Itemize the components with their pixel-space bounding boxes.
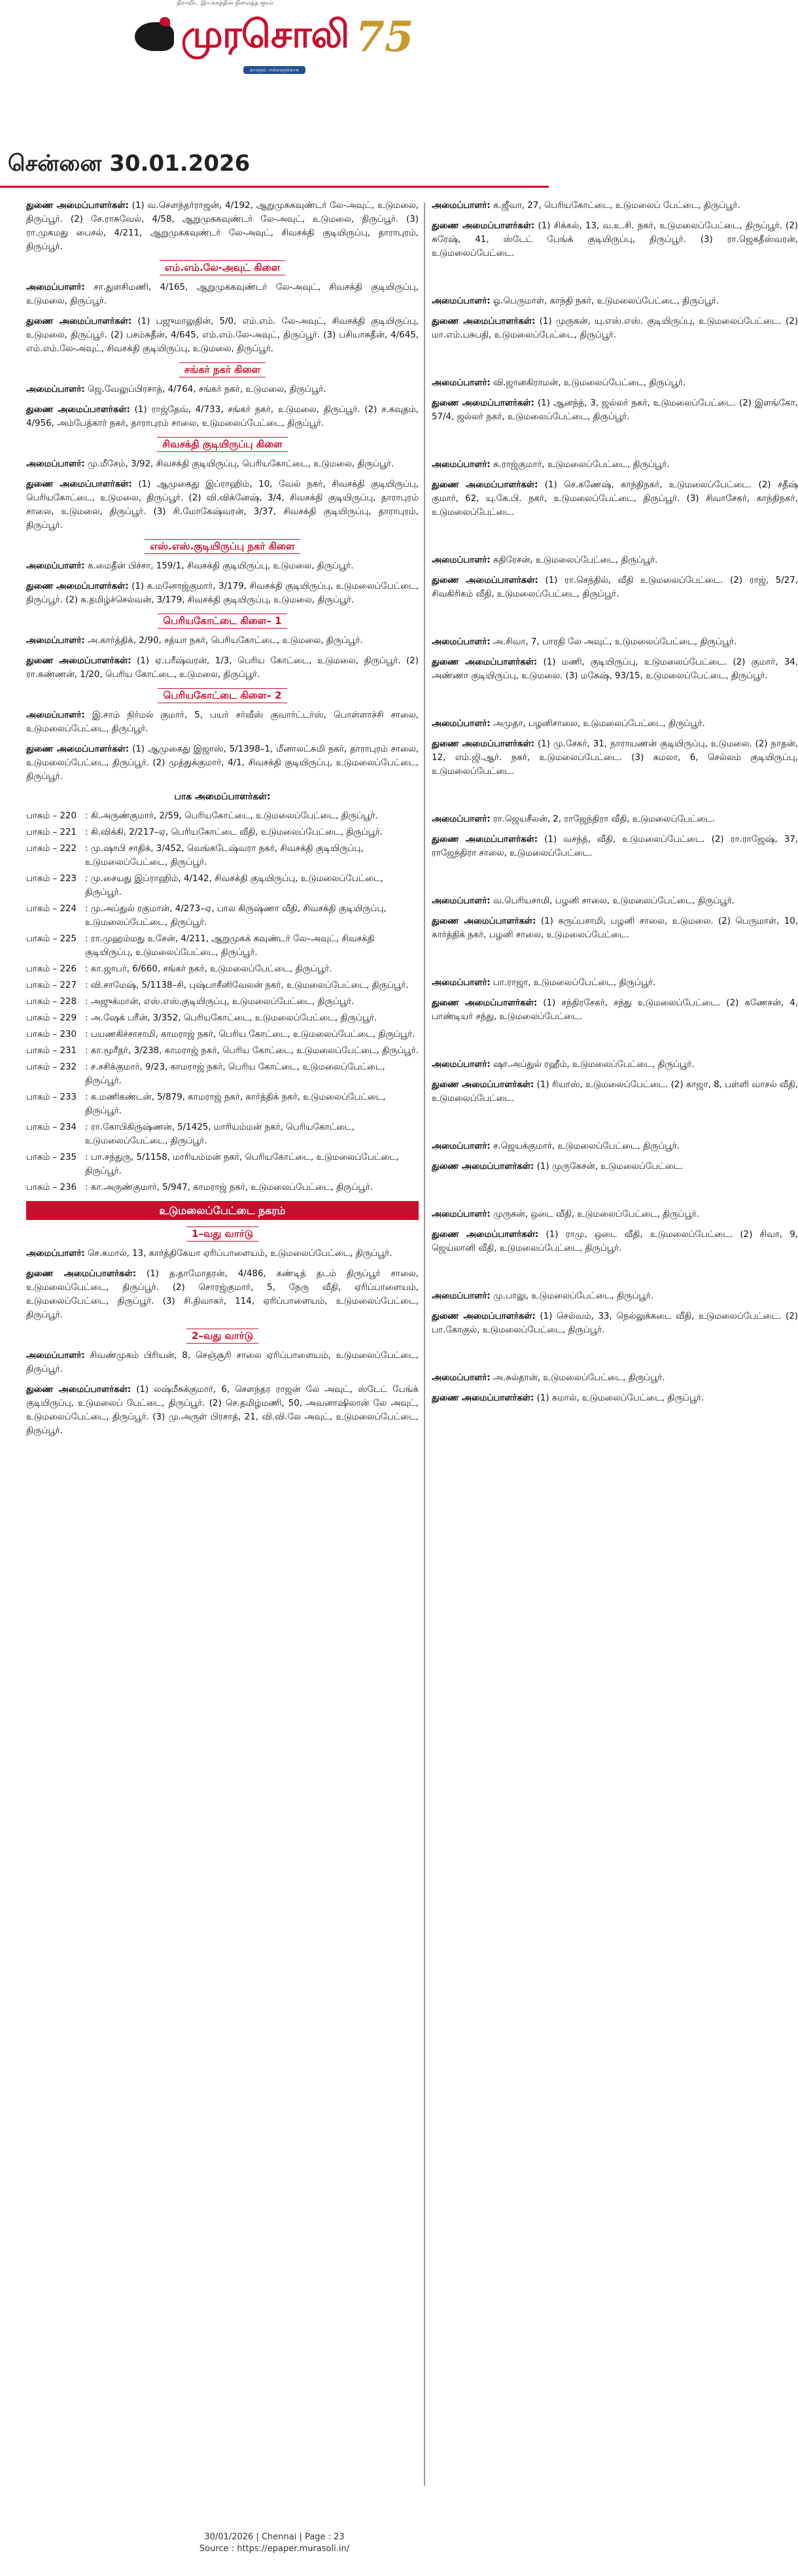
deputy-organizers-entry: துணை அமைப்பாளர்கள்: (1) கமால், உடுமலைப்பேட்டை, திருப்பூர். xyxy=(432,1393,704,1403)
organizer-entry: அமைப்பாளர்: பா.ராஜா, உடுமலைப்பேட்டை, திருப்பூர். xyxy=(432,978,656,988)
deputy-organizers-entry: துணை அமைப்பாளர்கள்: (1) க.மனோஜ்குமார், 3/179, சிவசக்தி குடியிருப்பு, உடுமலைப்பேட்டை, திருப்பூர். (2) க.தமிழ்ச்செல்வன், 3/179, சிவசக்தி குடியிருப்பு, உடுமலை, திருப்பூர். xyxy=(26,582,419,605)
deputy-organizers-entry: துணை அமைப்பாளர்கள்: (1) முருகன், யு.எஸ்.எஸ். குடியிருப்பு, உடுமலைப்பேட்டை. (2) மா.எம்.பசுபதி, உடுமலைப்பேட்டை, திருப்பூர். xyxy=(432,317,798,340)
masthead-tagline: திராவிட இயக்கத்தின் நிலைத்த குரல் xyxy=(177,0,273,7)
booth-number: பாகம் – 229 xyxy=(26,1013,77,1023)
booth-organizer: : வி.சாமேஷ், 5/1138–சி, புஷ்பாசீனிவேலன் நகர், உடுமலைப்பேட்டை, திருப்பூர். xyxy=(85,981,409,990)
ward-heading: 1–வது வார்டு xyxy=(26,1227,419,1242)
organizer-entry: அமைப்பாளர்: சா.துளசிமணி, 4/165, ஆறுமுககவுண்டர் லே-அவுட், சிவசக்தி குடியிருப்பு, உடுமலை, திருப்பூர். xyxy=(26,283,419,306)
booth-number: பாகம் – 222 xyxy=(26,844,77,854)
booth-organizer: : அ.ஷேக் பரீன், 3/352, பெரியகோட்டை, உடுமலைப்பேட்டை, திருப்பூர். xyxy=(85,1013,377,1023)
organizer-entry: அமைப்பாளர்: ஓ.பெருமாள், காந்தி நகர், உடுமலைப்பேட்டை, திருப்பூர். xyxy=(432,296,720,306)
booth-number: பாகம் – 234 xyxy=(26,1123,77,1132)
organizer-entry: அமைப்பாளர்: அ.சுல்தான், உடுமலைப்பேட்டை, திருப்பூர். xyxy=(432,1373,665,1383)
booth-organizer: : மு.சையது இப்ராஹிம், 4/142, சிவசக்தி குடியிருப்பு, உடுமலைப்பேட்டை, திருப்பூர். xyxy=(85,874,383,897)
header-rule xyxy=(0,186,549,188)
town-banner: உடுமலைப்பேட்டை நகரம் xyxy=(26,1201,419,1220)
booth-organizers-title: பாக அமைப்பாளர்கள்: xyxy=(174,792,271,802)
deputy-organizers-entry: துணை அமைப்பாளர்கள்: (1) ரா.செந்தில், வீதி உடுமலைப்பேட்டை. (2) ராஜ், 5/27, சிவகிரிகம் வீதி, உடுமலைப்பேட்டை, திருப்பூர். xyxy=(432,576,798,599)
booth-organizer: : கா.மூரீதர், 3/238, காமராஜ் நகர், பெரிய கோட்டை, உடுமலைப்பேட்டை, திருப்பூர். xyxy=(85,1046,419,1056)
booth-list xyxy=(26,809,419,1194)
booth-number: பாகம் – 228 xyxy=(26,997,77,1007)
booth-number: பாகம் – 226 xyxy=(26,964,77,974)
deputy-organizers-entry: துணை அமைப்பாளர்கள்: (1) செல்வம், 33, நெல்லுக்கடை வீதி, உடுமலைப்பேட்டை. (2) பா.கோகுல், உடுமலைப்பேட்டை, திருப்பூர். xyxy=(432,1312,798,1335)
organizer-entry: அமைப்பாளர்: கதிரேசன், உடுமலைப்பேட்டை, திருப்பூர். xyxy=(432,555,658,565)
organizer-entry: அமைப்பாளர்: க.மைதீன் பிச்சா, 159/1, சிவசக்தி குடியிருப்பு, உடுமலை, திருப்பூர். xyxy=(26,561,354,571)
deputy-organizers-entry: துணை அமைப்பாளர்கள்: (1) மு.சேகர், 31, நாராயணன் குடியிருப்பு, உடுமலை. (2) நாதன், 12, எம்.ஜி.ஆர். நகர், உடுமலைப்பேட்டை. (3) கமலா, 6, செல்லம் குடியிருப்பு, உடுமலைப்பேட்டை. xyxy=(432,739,798,776)
deputy-organizers-entry: துணை அமைப்பாளர்கள்: (1) ராஜ்தேவ், 4/733, சங்கர் நகர், உடுமலை, திருப்பூர். (2) ச.கவுதம், 4/956, அம்பேத்கார் நகர், தாராபுரம் சாலை, உடுமலைப்பேட்டை, திருப்பூர். xyxy=(26,405,419,428)
booth-organizer: : கி.விக்கி, 2/217–ஏ, பெரியகோட்டை வீதி, உடுமலைப்பேட்டை, திருப்பூர். xyxy=(85,827,383,837)
booth-organizer: : ச.சசிக்குமார், 9/23, காமராஜ் நகர், பெரிய கோட்டை, உடுமலைப்பேட்டை, திருப்பூர். xyxy=(85,1062,385,1086)
booth-organizer: : கி.அருண்குமார், 2/59, பெரியகோட்டை, உடுமலைப்பேட்டை, திருப்பூர். xyxy=(85,811,378,821)
booth-organizer: : ரா.கோபிகிருஷ்ணன், 5/1425, மாரியம்மன் நகர், பெரியகோட்டை, உடுமலைப்பேட்டை, திருப்பூர். xyxy=(85,1123,355,1146)
organizer-entry: அமைப்பாளர்: க.ராஜ்குமார், உடுமலைப்பேட்டை, திருப்பூர். xyxy=(432,460,670,470)
organizer-entry: அமைப்பாளர்: முருகன், ஒடை வீதி, உடுமலைப்பேட்டை, திருப்பூர். xyxy=(432,1210,699,1219)
section-heading: பெரியகோட்டை கிளை– 1 xyxy=(26,614,419,629)
booth-number: பாகம் – 236 xyxy=(26,1183,77,1192)
organizer-entry: அமைப்பாளர்: மு.பாலு, உடுமலைப்பேட்டை, திருப்பூர். xyxy=(432,1291,653,1301)
section-heading: சங்கர் நகர் கிளை xyxy=(26,362,419,377)
organizer-entry: அமைப்பாளர்: வி.ஜானகிராமன், உடுமலைப்பேட்டை, திருப்பூர். xyxy=(432,378,686,388)
organizer-entry: அமைப்பாளர்: ஷா.அப்துல் ரஹீம், உடுமலைப்பேட்டை, திருப்பூர். xyxy=(432,1060,695,1070)
booth-number: பாகம் – 227 xyxy=(26,981,77,990)
deputy-organizers-entry: துணை அமைப்பாளர்கள்: (1) முருகேசன், உடுமலைப்பேட்டை. xyxy=(432,1162,684,1172)
booth-number: பாகம் – 223 xyxy=(26,874,77,884)
organizer-entry: அமைப்பாளர்: இ.சாம் நிர்மல் குமார், 5, பயர் சர்வீஸ் குவார்ட்டர்ஸ், பொள்ளாச்சி சாலை, உடுமலைப்பேட்டை, திருப்பூர். xyxy=(26,710,419,734)
booth-organizer: : மு.அப்துல் ரகுமான், 4/273–ஏ, பால கிருஷ்ணா வீதி, சிவசக்தி குடியிருப்பு, உடுமலைப்பேட்டை, திருப்பூர். xyxy=(85,904,387,928)
booth-number: பாகம் – 231 xyxy=(26,1046,77,1056)
organizer-entry: அமைப்பாளர்: செ.கமால், 13, கார்த்திகேயா ஏரிப்பாளையம், உடுமலைப்பேட்டை, திருப்பூர். xyxy=(26,1249,392,1259)
organizer-entry: அமைப்பாளர்: க.ஜீவா, 27, பெரியகோட்டை, உடுமலைப் பேட்டை, திருப்பூர். xyxy=(432,201,740,211)
deputy-organizers-entry: துணை அமைப்பாளர்கள்: (1) பஜுமாலுதின், 5/0, எம்.எம். லே-அவுட், சிவசக்தி குடியிருப்பு, உடுமலை, திருப்பூர். (2) பசம்சுதீன், 4/645, எம்.எம்.லே-அவுட், திருப்பூர். (3) பசியாசுதீன், 4/645, எம்.எம்.லே-அவுட், சிவசக்தி குடியிருப்பு, உடுமலை, திருப்பூர். xyxy=(26,317,419,354)
rooster-logo-icon xyxy=(135,22,174,51)
footer-page-info: 30/01/2026 | Chennai | Page : 23 xyxy=(204,2532,345,2542)
organizer-entry: அமைப்பாளர்: அமுதா, பழனிசாலை, உடுமலைப்பேட்டை, திருப்பூர். xyxy=(432,719,705,729)
footer-source: Source : https://epaper.murasoli.in/ xyxy=(199,2544,350,2554)
dateline: சென்னை 30.01.2026 xyxy=(8,150,251,177)
booth-number: பாகம் – 220 xyxy=(26,811,77,821)
organizer-entry: அமைப்பாளர்: வ.பெரியசாமி, பழனி சாலை, உடுமலைப்பேட்டை, திருப்பூர். xyxy=(432,896,735,906)
section-heading: சிவசக்தி குடியிருப்பு கிளை xyxy=(26,437,419,452)
organizer-entry: அமைப்பாளர்: அ.கார்த்திக், 2/90, சத்யா நகர், பெரியகோட்டை, உடுமலை, திருப்பூர். xyxy=(26,636,363,646)
deputy-organizers-entry: துணை அமைப்பாளர்கள்: (1) ரியாஸ், உடுமலைப்பேட்டை. (2) காஜா, 8, பள்ளி வாசல் வீதி, உடுமலைப்பேட்டை. xyxy=(432,1080,798,1104)
organizer-entry: அமைப்பாளர்: ஜெ.வேலுப்பிரசாத், 4/764, சங்கர் நகர், உடுமலை, திருப்பூர். xyxy=(26,385,326,394)
masthead xyxy=(0,0,549,78)
page-footer xyxy=(0,2532,549,2555)
booth-number: பாகம் – 235 xyxy=(26,1153,77,1162)
booth-organizer: : பா.சந்துரு, 5/1158, மாரியம்மன் நகர், பெரியகோட்டை, உடுமலைப்பேட்டை, திருப்பூர். xyxy=(85,1153,399,1176)
booth-organizer: : கா.அருண்குமார், 5/947, காமராஜ் நகர், உடுமலைப்பேட்டை, திருப்பூர். xyxy=(85,1183,373,1192)
deputy-organizers-entry: துணை அமைப்பாளர்கள்: (1) லஷ்மீசுக்குமார், 6, சௌந்தர ராஜன் லே அவுட், ஸ்டேட் பேங்க் குடியிருப்பு, உடுமலைப் பேட்டை, திருப்பூர். (2) செ.தமிழ்மணி, 50, அவனாஷிலான் லே அவுட், உடுமலைப்பேட்டை, திருப்பூர். (3) மு.அருள் பிரசாத், 21, வி.வி.லே அவுட், உடுமலைப்பேட்டை, திருப்பூர். xyxy=(26,1385,419,1436)
booth-number: பாகம் – 233 xyxy=(26,1092,77,1102)
booth-organizer: : பயணகிச்சாசாமி, காமராஜ் நகர், பெரிய கோட்டை, உடுமலைப்பேட்டை, திருப்பூர். xyxy=(85,1030,415,1039)
newspaper-logo: முரசொலி xyxy=(181,12,349,56)
anniversary-emblem: 75 xyxy=(355,12,414,61)
deputy-organizers-entry: துணை அமைப்பாளர்கள்: (1) ஆனந்த், 3, ஜல்லர் நகர், உடுமலைப்பேட்டை. (2) இளங்கோ, 57/4, ஜல்லர் நகர், உடுமலைப்பேட்டை, திருப்பூர். xyxy=(432,398,798,422)
section-heading: எம்.எம்.லே-அவுட் கிளை xyxy=(26,260,419,275)
booth-organizer: : கா.ஜாபர், 6/660, சங்கர் நகர், உடுமலைப்பேட்டை, திருப்பூர். xyxy=(85,964,332,974)
deputy-organizers-entry: துணை அமைப்பாளர்கள்: (1) மணி, குடியிருப்பு, உடுமலைப்பேட்டை. (2) குமார், 34, அண்ணா குடியிருப்பு, உடுமலை. (3) மகேஷ், 93/15, உடுமலைப்பேட்டை, திருப்பூர். xyxy=(432,657,798,681)
booth-organizer: : ரா.முஹம்மது உசேன், 4/211, ஆறுமுகக் கவுண்டர் லே–அவுட், சிவசக்தி குடியிருப்பு, உடுமலைப்பேட்டை, திருப்பூர். xyxy=(85,934,375,958)
main-column xyxy=(26,199,419,2488)
section-heading: எஸ்.எஸ்.குடியிருப்பு நகர் கிளை xyxy=(26,539,419,554)
booth-number: பாகம் – 230 xyxy=(26,1030,77,1039)
organizer-entry: அமைப்பாளர்: அ.சிவா, 7, பாரதி லே அவுட், உடுமலைப்பேட்டை, திருப்பூர். xyxy=(432,637,737,647)
organizer-entry: அமைப்பாளர்: ரா.ஜெயசீலன், 2, ராஜேந்திரா வீதி, உடுமலைப்பேட்டை. xyxy=(432,814,716,824)
deputy-organizers-entry: துணை அமைப்பாளர்கள்: (1) ஆமுகைது இப்ராஹிம், 10, வேல் நகர், சிவசக்தி குடியிருப்பு, பெரியகோட்டை, உடுமலை, திருப்பூர். (2) வி.விக்னேஷ், 3/4, சிவசக்தி குடியிருப்பு, தாராபுரம் சாலை, உடுமலை, திருப்பூர். (3) சி.மோகேஷ்வரன், 3/37, சிவசக்தி குடியிருப்பு, தாராபுரம், திருப்பூர். xyxy=(26,479,419,531)
column-divider xyxy=(424,203,425,2486)
deputy-organizers-entry: துணை அமைப்பாளர்கள்: (1) சிக்கல், 13, வ.உ.சி. நகர், உடுமலைப்பேட்டை, திருப்பூர். (2) சுரேஷ், 41, ஸ்டேட் பேங்க் குடியிருப்பு, திருப்பூர். (3) ரா.ஜெகதீஸ்வரன், உடுமலைப்பேட்டை. xyxy=(432,221,798,258)
section-heading: பெரியகோட்டை கிளை– 2 xyxy=(26,688,419,703)
booth-number: பாகம் – 221 xyxy=(26,827,77,837)
booth-number: பாகம் – 225 xyxy=(26,934,77,944)
organizer-entry: அமைப்பாளர்: சிவண்முகம் பிரியன், 8, செஞ்சூரி சாலை ஏரிப்பாளையம், உடுமலைப்பேட்டை, திருப்பூர். xyxy=(26,1351,419,1374)
paragraph-intro: துணை அமைப்பாளர்கள்: (1) வ.செளந்தர்ராஜன், 4/192, ஆறுமுககவுண்டர் லே-அவுட், உடுமலை, திருப்பூர். (2) சே.ராசுவேல், 4/58, ஆறுமுககவுண்டர் லே-அவுட், உடுமலை, திருப்பூர். (3) ரா.முகமது பைசல், 4/211, ஆறுமுககவுண்டர் லே-அவுட், சிவசக்தி குடியிருப்பு, தாராபுரம், திருப்பூர். xyxy=(26,201,419,252)
deputy-organizers-entry: துணை அமைப்பாளர்கள்: (1) செ.கணேஷ், காந்திநகர், உடுமலைப்பேட்டை. (2) சதீஷ் குமார், 62, யு.கே.பி. நகர், உடுமலைப்பேட்டை, திருப்பூர். (3) சிவாசேகர், காந்திநகர், உடுமலைப்பேட்டை. xyxy=(432,480,798,517)
deputy-organizers-entry: துணை அமைப்பாளர்கள்: (1) கருப்பசாமி, பழனி சாலை, உடுமலை. (2) பெருமாள், 10, கார்த்திக் நகர், பழனி சாலை, உடுமலைப்பேட்டை. xyxy=(432,916,798,940)
booth-organizer: : அஜுக்மான், எஸ்.எஸ்.குடியிருப்பு, உடுமலைப்பேட்டை, திருப்பூர். xyxy=(85,997,355,1007)
organizer-entry: அமைப்பாளர்: மு.மீசேம், 3/92, சிவசக்தி குடியிருப்பு, பெரியகோட்டை, உடுமலை, திருப்பூர். xyxy=(26,459,394,469)
booth-number: பாகம் – 232 xyxy=(26,1062,77,1072)
deputy-organizers-entry: துணை அமைப்பாளர்கள்: (1) ஆமுகைது இஜாஸ், 5/1398–1, மீனாலட்சுமி நகர், தாராபுரம் சாலை, உடுமலைப்பேட்டை, திருப்பூர். (2) முத்துக்குமார், 4/1, சிவசக்தி குடியிருப்பு, உடுமலைப்பேட்டை, திருப்பூர். xyxy=(26,744,419,782)
ward-heading: 2–வது வார்டு xyxy=(26,1329,419,1344)
deputy-organizers-entry: துணை அமைப்பாளர்கள்: (1) சந்திரசேகர், சந்து உடுமலைப்பேட்டை. (2) கணேசன், 4, பாண்டியர் சந்து, உடுமலைப்பேட்டை. xyxy=(432,998,798,1022)
deputy-organizers-entry: துணை அமைப்பாளர்கள்: (1) த.தாமோதரன், 4/486, கண்டித் தடம் திருப்பூர் சாலை, உடுமலைப்பேட்டை, திருப்பூர். (2) சொரஜ்குமார், 5, நேரு வீதி, ஏரிப்பாளையம், உடுமலைப்பேட்டை, திருப்பூர். (3) சி.திவாகர், 114, ஏரிப்பாளையம், உடுமலைப்பேட்டை, திருப்பூர். xyxy=(26,1269,419,1320)
booth-number: பாகம் – 224 xyxy=(26,904,77,914)
masthead-subtag: நாளும் மக்களுக்காக xyxy=(243,66,305,74)
deputy-organizers-entry: துணை அமைப்பாளர்கள்: (1) வசந்த், வீதி, உடுமலைப்பேட்டை. (2) ரா.ராஜேஷ், 37, ராஜேந்திரா சாலை, உடுமலைப்பேட்டை. xyxy=(432,835,798,858)
booth-organizer: : மு.ஷாபி சாதிக், 3/452, வெங்கடேஷ்வரா நகர், சிவசக்தி குடியிருப்பு, உடுமலைப்பேட்டை, திருப்பூர். xyxy=(85,844,364,867)
organizer-entry: அமைப்பாளர்: ச.ஜெயக்குமார், உடுமலைப்பேட்டை, திருப்பூர். xyxy=(432,1141,680,1151)
deputy-organizers-entry: துணை அமைப்பாளர்கள்: (1) ராமு, ஒடை வீதி, உடுமலைப்பேட்டை. (2) சிவா, 9, ஜெய்லானி வீதி, உடுமலைப்பேட்டை, திருப்பூர். xyxy=(432,1230,798,1253)
deputy-organizers-entry: துணை அமைப்பாளர்கள்: (1) ஏ.பரீஷ்வரன், 1/3, பெரிய கோட்டை, உடுமலை, திருப்பூர். (2) ரா.கண்ணன், 1/20, பெரிய கோட்டை, உடுமலை, திருப்பூர். xyxy=(26,656,419,680)
booth-organizer: : க.மணிகண்டன், 5/879, காமராஜ் நகர், கார்த்திக் நகர், உடுமலைப்பேட்டை, திருப்பூர். xyxy=(85,1092,386,1116)
right-column-cropped xyxy=(432,199,798,2488)
